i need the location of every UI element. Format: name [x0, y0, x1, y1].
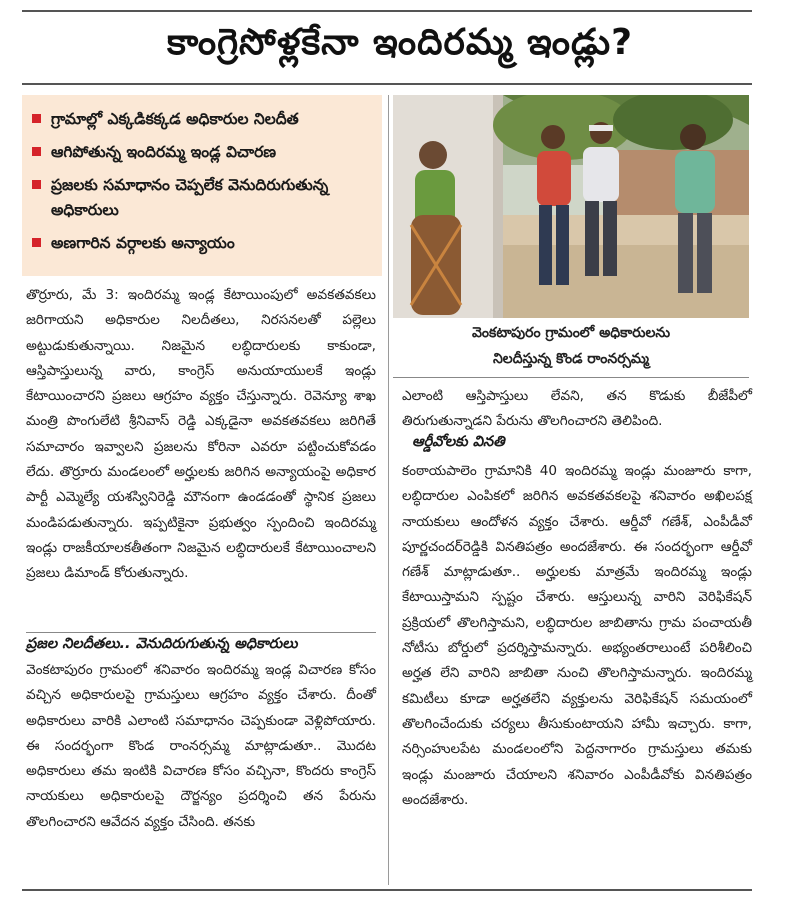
photo-caption-line: నిలదీస్తున్న కొండ రాంనర్సమ్మ: [492, 351, 650, 367]
bottom-rule: [22, 889, 752, 891]
news-photo: [393, 95, 749, 318]
bullet-icon: [32, 147, 41, 156]
highlight-text: గ్రామాల్లో ఎక్కడికక్కడ అధికారుల నిలదీత: [51, 110, 299, 128]
headline: కాంగ్రెసోళ్లకేనా ఇందిరమ్మ ఇండ్లు?: [167, 22, 633, 63]
paragraph: వెంకటాపురం గ్రామంలో శనివారం ఇందిరమ్మ ఇండ్ల విచారణ కోసం వచ్చిన అధికారులపై గ్రామస్తులు ఆగ్రహం వ్యక్తం చేశారు. దీంతో అధికారులు వారికి ఎలాంటి సమాధానం చెప్పకుండా వెళ్లిపోయారు. ఈ సందర్భంగా కొండ రాంనర్సమ్మ మాట్లాడుతూ.. మొదట అధికారులు తమ ఇంటికి విచారణ కోసం వచ్చినా, కొందరు కాంగ్రెస్ నాయకులు అధికారులపై దౌర్జన్యం ప్రదర్శించి తన పేరును తొలగించారని ఆవేదన వ్యక్తం చేసింది. తనకు: [26, 662, 376, 830]
paragraph: తొర్రూరు, మే 3: ఇందిరమ్మ ఇండ్ల కేటాయింపులో అవకతవకలు జరిగాయని అధికారుల నిలదీతలు, నిరసనలతో పల్లెలు అట్టుడుకుతున్నాయి. నిజమైన లబ్ధిదారులకు కాకుండా, ఆస్తిపాస్తులున్న వారు, కాంగ్రెస్ అనుయాయులకే ఇండ్లు కేటాయించారని ప్రజలు ఆగ్రహం వ్యక్తం చేస్తున్నారు. రెవెన్యూ శాఖ మంత్రి పొంగులేటి శ్రీనివాస్ రెడ్డి ఎక్కడైనా అవకతవకలు జరిగితే సమాచారం ఇవ్వాలని ప్రజలను కోరినా ఎవరూ పట్టించుకోవడం లేదు. తొర్రూరు మండలంలో అర్హులకు జరిగిన అన్యాయంపై అధికార పార్టీ ఎమ్మెల్యే యశస్వినిరెడ్డి మౌనంగా ఉండడంతో స్థానిక ప్రజలు మండిపడుతున్నారు. ఇప్పటికైనా ప్రభుత్వం స్పందించి ఇందిరమ్మ ఇండ్లు రాజకీయాలకతీతంగా నిజమైన లబ్ధిదారులకే కేటాయించాలని ప్రజలు డిమాండ్ కోరుతున్నారు.: [26, 287, 376, 582]
headline-rule: [22, 83, 752, 85]
news-photo-illustration: [393, 95, 749, 318]
subheading: ప్రజల నిలదీతలు.. వెనుదిరుగుతున్న అధికారులు: [26, 636, 298, 652]
bullet-icon: [32, 114, 41, 123]
subheading: ఆర్డీవోలకు వినతి: [412, 434, 505, 450]
highlight-item: [32, 140, 372, 165]
highlight-text: ఆగిపోతున్న ఇందిరమ్మ ఇండ్ల విచారణ: [51, 143, 277, 161]
highlight-item: [32, 173, 372, 223]
photo-caption: [393, 320, 749, 376]
column-divider: [388, 95, 389, 885]
highlight-item: [32, 231, 372, 256]
top-rule: [22, 10, 752, 12]
photo-caption-line: వెంకటాపురం గ్రామంలో అధికారులను: [471, 325, 671, 341]
bullet-icon: [32, 238, 41, 247]
highlights-box: [22, 95, 382, 276]
caption-rule: [393, 377, 749, 378]
highlight-item: [32, 107, 372, 132]
highlight-text: ప్రజలకు సమాధానం చెప్పలేక వెనుదిరుగుతున్న అధికారులు: [51, 176, 329, 219]
subheading-rule: [26, 632, 376, 633]
highlight-text: అణగారిన వర్గాలకు అన్యాయం: [51, 234, 235, 252]
bullet-icon: [32, 180, 41, 189]
paragraph: కంఠాయపాలెం గ్రామానికి 40 ఇందిరమ్మ ఇండ్లు మంజూరు కాగా, లబ్ధిదారుల ఎంపికలో జరిగిన అవకతవకలపై శనివారం అఖిలపక్ష నాయకులు ఆందోళన వ్యక్తం చేశారు. ఆర్డీవో గణేశ్, ఎంపీడీవో పూర్ణచందర్‌రెడ్డికి వినతిపత్రం అందజేశారు. ఈ సందర్భంగా ఆర్డీవో గణేశ్ మాట్లాడుతూ.. అర్హులకు మాత్రమే ఇందిరమ్మ ఇండ్లు కేటాయిస్తామని స్పష్టం చేశారు. ఆస్తులున్న వారిని వెరిఫికేషన్ ప్రక్రియలో తొలగిస్తామని, లబ్ధిదారుల జాబితాను గ్రామ పంచాయతీ నోటీసు బోర్డులో ప్రదర్శిస్తామన్నారు. అభ్యంతరాలుంటే పరిశీలించి అర్హత లేని వారిని జాబితా నుంచి తొలగిస్తామన్నారు. ఇందిరమ్మ కమిటీలు కూడా అర్హతలేని వ్యక్తులను వెరిఫికేషన్ సమయంలో తొలగించేందుకు చర్యలు తీసుకుంటాయని హామీ ఇచ్చారు. కాగా, నర్సింహులపేట మండలంలోని పెద్దనాగారం గ్రామస్తులు తమకు ఇండ్లు మంజూరు చేయాలని శనివారం ఎంపీడీవోకు వినతిపత్రం అందజేశారు.: [402, 463, 752, 808]
paragraph: ఎలాంటి ఆస్తిపాస్తులు లేవని, తన కొడుకు బీజేపీలో తిరుగుతున్నాడని పేరును తొలగించారని తెలిపింది.: [402, 388, 752, 430]
